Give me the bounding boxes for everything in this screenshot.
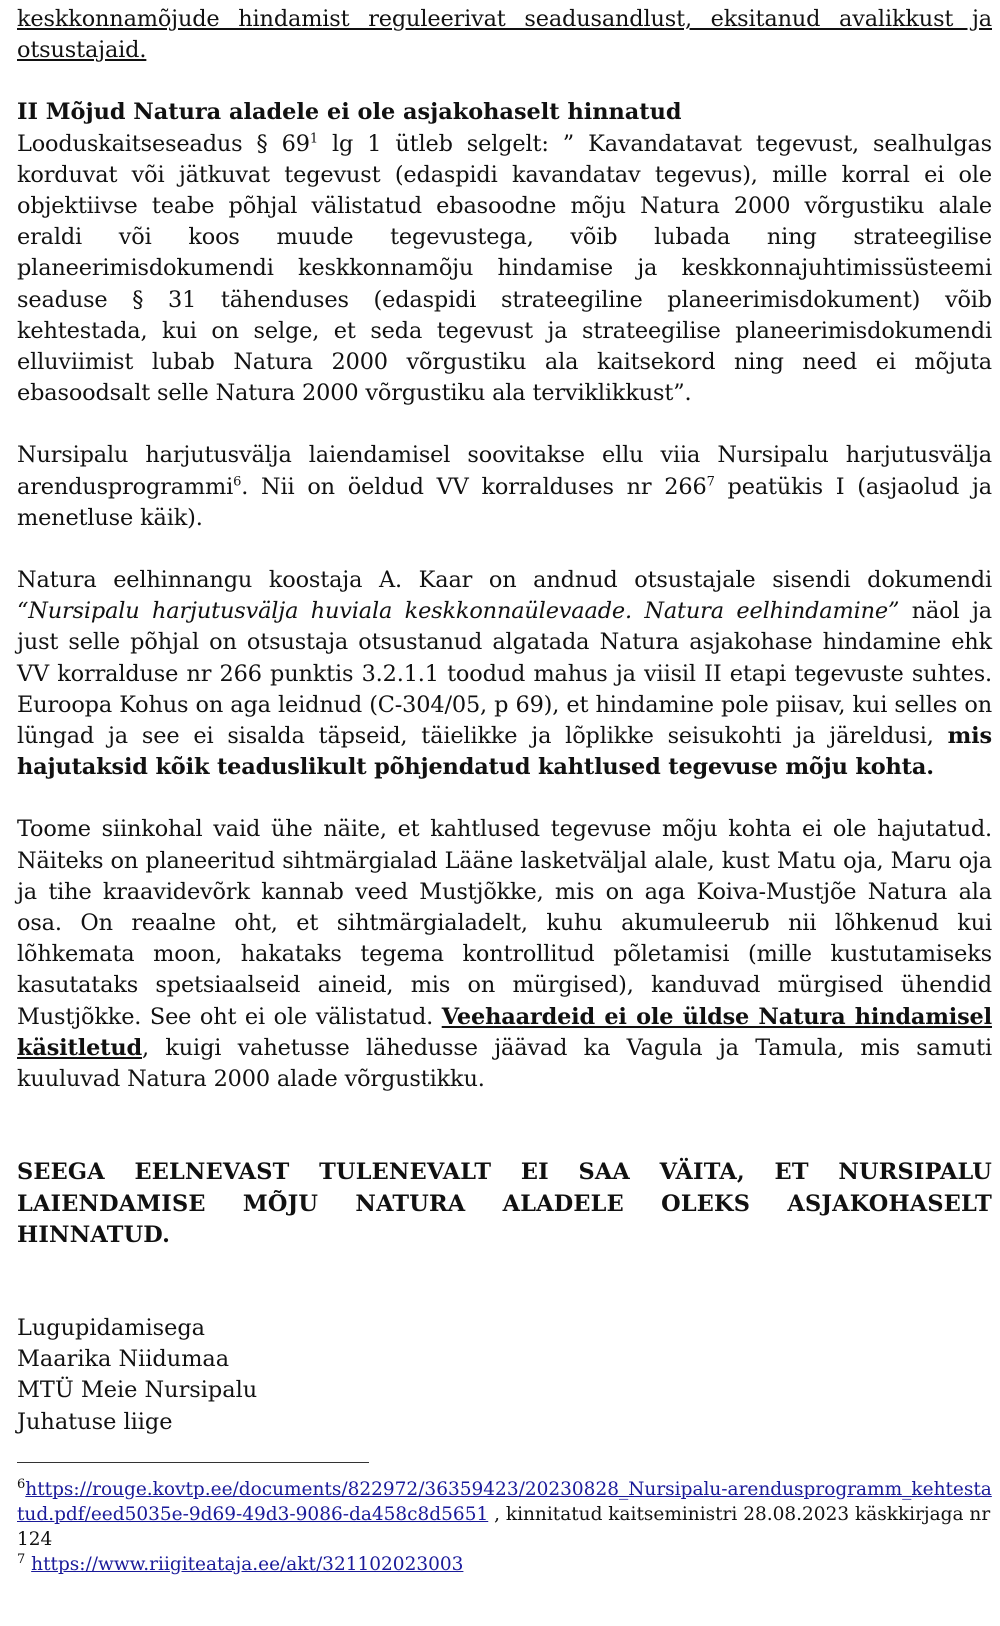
text-span: Nursipalu harjutusvälja laiendamisel soovitakse ellu viia Nursipalu harjutusvälja arendusprogrammi [17,442,992,500]
text-span: , kuigi vahetusse lähedusse jäävad ka Vagula ja Tamula, mis samuti kuuluvad Natura 2000 alade võrgustikku. [17,1034,992,1093]
footnote-6-link[interactable]: https://rouge.kovtp.ee/documents/822972/36359423/20230828_Nursipalu-arendusprogramm_kehtestatud.pdf/eed5035e-9d69-49d3-9086-da458c8d5651 [17,1478,992,1525]
paragraph-example [17,814,992,1095]
text-span: Natura eelhinnangu koostaja A. Kaar on andnud otsustajale sisendi dokumendi [17,567,992,594]
document-page [17,4,992,1577]
footnote-number: 6 [17,1476,26,1492]
spacer [17,1095,992,1157]
text-span: Toome siinkohal vaid ühe näite, et kahtlused tegevuse mõju kohta ei ole hajutatud. Näiteks on planeeritud sihtmärgialad Lääne lasketväljal alale, kust Matu oja, Maru oja ja tihe kraavidevõrk kannab veed Mustjõkke, mis on aga Koiva-Mustjõe Natura ala osa. On reaalne oht, et sihtmärgialadelt, kuhu akumuleerub nii lõhkenud kui lõhkemata moon, hakataks tegema kontrollitud põletamisi (mille kustutamiseks kasutataks spetsiaalseid aineid, mis on mürgised), kanduvad mürgised ühendid Mustjõkke. See oht ei ole välistatud. [17,816,992,1030]
signer-name: Maarika Niidumaa [17,1346,230,1373]
intro-paragraph [17,4,992,66]
footnote-text: , kinnitatud kaitseministri 28.08.2023 käskkirjaga nr 124 [17,1503,991,1550]
text-span: Looduskaitseseadus § 69 [17,130,310,157]
footnote-divider [17,1462,369,1463]
paragraph-natura-preassessment [17,565,992,783]
signature-block [17,1313,992,1438]
footnote-7 [17,1552,992,1577]
spacer [17,409,992,440]
paragraph-law-quote [17,129,992,410]
footnote-7-link[interactable]: https://www.riigiteataja.ee/akt/321102023003 [31,1553,464,1575]
closing: Lugupidamisega [17,1314,206,1341]
spacer [17,1438,992,1462]
organization: MTÜ Meie Nursipalu [17,1377,258,1404]
bold-emphasis: mis hajutaksid kõik teaduslikult põhjendatud kahtlused tegevuse mõju kohta. [17,723,992,781]
text-span: näol ja just selle põhjal on otsustaja otsustanud algatada Natura asjakohase hindamine ehk VV korralduse nr 266 punktis 3.2.1.1 toodud mahus ja viisil II etapi tegevuste suhtes. Euroopa Kohus on aga leidnud (C-304/05, p 69), et hindamine pole piisav, kui selles on lüngad ja see ei sisalda täpseid, täielikke ja lõplikke seisukohti ja järeldusi, [17,598,992,750]
footnote-ref-6[interactable]: 6 [233,474,242,490]
spacer [17,66,992,97]
spacer [17,534,992,565]
text-span: . Nii on öeldud VV korralduses nr 266 [241,473,707,500]
footnote-ref-7[interactable]: 7 [706,474,715,490]
paragraph-development-program [17,440,992,534]
conclusion-statement: SEEGA EELNEVAST TULENEVALT EI SAA VÄITA, ET NURSIPALU LAIENDAMISE MÕJU NATURA ALADELE OLEKS ASJAKOHASELT HINNATUD. [17,1159,992,1248]
signer-role: Juhatuse liige [17,1408,173,1435]
text-span: peatükis I (asjaolud ja menetluse käik). [17,473,992,531]
section-heading: II Mõjud Natura aladele ei ole asjakohaselt hinnatud [17,99,682,126]
superscript: 1 [309,131,318,147]
bold-underlined-emphasis: Veehaardeid ei ole üldse Natura hindamisel käsitletud [17,1003,992,1061]
spacer [17,1251,992,1313]
footnote-number: 7 [17,1551,26,1567]
spacer [17,783,992,814]
text-span: lg 1 ütleb selgelt: ” Kavandatavat tegevust, sealhulgas korduvat või jätkuvat tegevust (edaspidi kavandatav tegevus), mille korral ei ole objektiivse teabe põhjal välistatud ebasoodne mõju Natura 2000 võrgustiku alale eraldi või koos muude tegevustega, võib lubada ning strateegilise planeerimisdokumendi keskkonnamõju hindamise ja keskkonnajuhtimissüsteemi seaduse § 31 tähenduses (edaspidi strateegiline planeerimisdokument) võib kehtestada, kui on selge, et seda tegevust ja strateegilise planeerimisdokumendi elluviimist lubab Natura 2000 võrgustiku ala kaitsekord ning need ei mõjuta ebasoodsalt selle Natura 2000 võrgustiku ala terviklikkust”. [17,130,992,407]
footnote-6 [17,1477,992,1552]
intro-underlined-text: keskkonnamõjude hindamist reguleerivat seadusandlust, eksitanud avalikkust ja otsustajaid. [17,6,992,64]
italic-document-title: “Nursipalu harjutusvälja huviala keskkonnaülevaade. Natura eelhindamine” [17,598,900,625]
